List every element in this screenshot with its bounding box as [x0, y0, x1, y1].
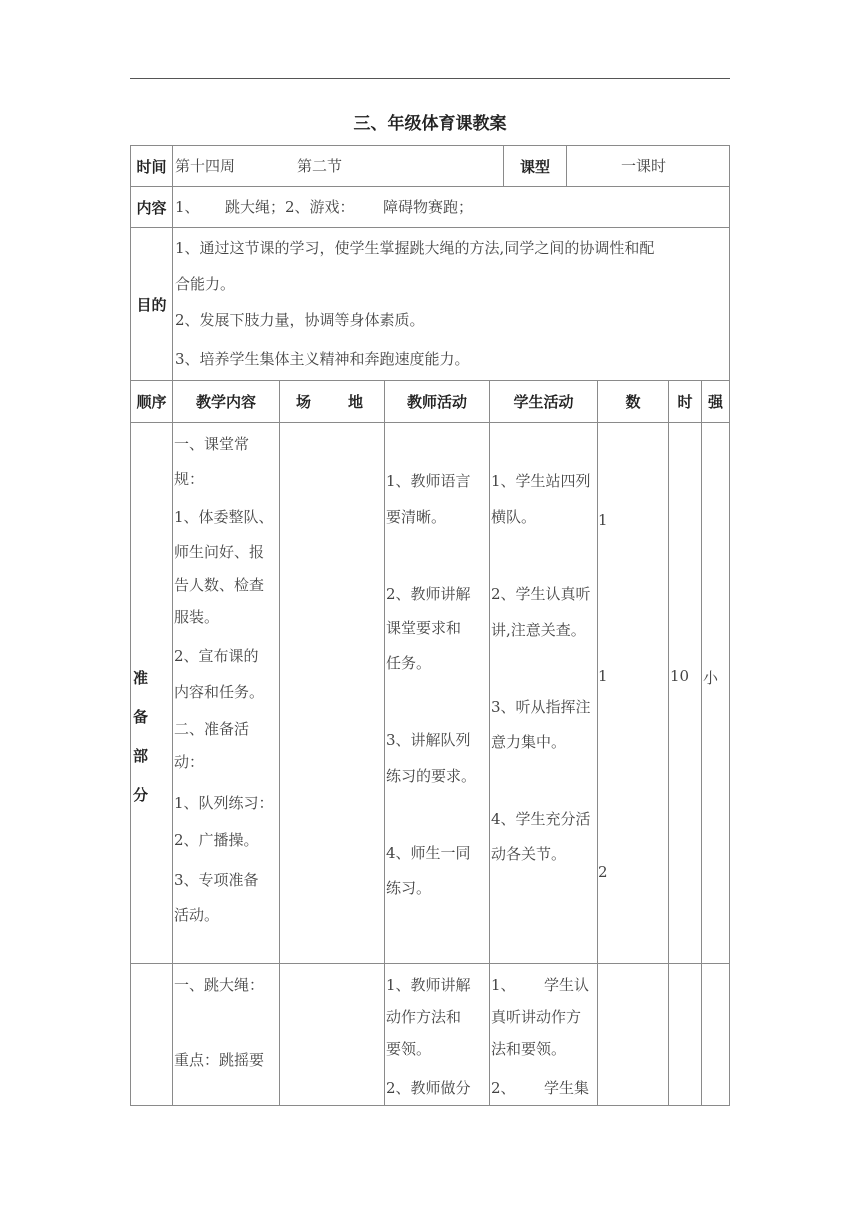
prep-content-line: 活动。: [174, 906, 220, 924]
prep-venue-cell: [279, 422, 385, 964]
prep-teacher-line: 练习。: [386, 879, 432, 897]
prep-content-line: 2、广播操。: [174, 831, 259, 849]
objective-line: 合能力。: [175, 275, 236, 293]
prep-teacher-line: 任务。: [386, 654, 432, 672]
prep-student-line: 1、学生站四列: [491, 472, 591, 490]
prep-teacher-line: 要清晰。: [386, 508, 447, 526]
prep-content-line: 动：: [174, 753, 205, 771]
prep-student-line: 意力集中。: [491, 733, 567, 751]
basic-order-cell: [130, 963, 173, 1106]
prep-order-char: 准: [133, 669, 149, 687]
header-rule: [130, 78, 730, 79]
basic-student-cell: [489, 963, 598, 1106]
header-teaching-content: 教学内容: [172, 380, 280, 423]
basic-time-cell: [668, 963, 702, 1106]
prep-student-line: 2、学生认真听: [491, 585, 591, 603]
lesson-type-value: 一课时: [621, 157, 667, 175]
prep-teacher-line: 课堂要求和: [386, 619, 462, 637]
time-week: 第十四周: [175, 157, 236, 175]
prep-content-line: 二、准备活: [174, 720, 250, 738]
prep-content-line: 内容和任务。: [174, 683, 265, 701]
basic-student-line: 1、: [491, 976, 516, 994]
prep-count-value: 1: [598, 511, 608, 529]
basic-content-line: 重点：跳摇要: [174, 1051, 265, 1069]
content-value-cell: [172, 186, 730, 228]
prep-teacher-line: 练习的要求。: [386, 767, 477, 785]
prep-student-cell: [489, 422, 598, 964]
prep-order-char: 部: [133, 747, 149, 765]
prep-content-cell: [172, 422, 280, 964]
objective-line: 1、通过这节课的学习，使学生掌握跳大绳的方法,同学之间的协调性和配: [175, 239, 655, 257]
prep-intensity-cell: [701, 422, 730, 964]
objective-label: 目的: [130, 227, 173, 381]
basic-teacher-line: 要领。: [386, 1040, 432, 1058]
objective-line: 3、培养学生集体主义精神和奔跑速度能力。: [175, 350, 470, 368]
prep-teacher-line: 2、教师讲解: [386, 585, 471, 603]
content-value-a: 1、: [175, 198, 200, 216]
prep-content-line: 师生问好、报: [174, 543, 265, 561]
basic-content-cell: [172, 963, 280, 1106]
prep-content-line: 规：: [174, 470, 205, 488]
prep-student-line: 4、学生充分活: [491, 810, 591, 828]
page-title: 三、年级体育课教案: [353, 114, 507, 134]
prep-order-char: 分: [133, 786, 149, 804]
lesson-type-cell: [566, 145, 730, 187]
prep-teacher-line: 4、师生一同: [386, 844, 471, 862]
prep-student-line: 动各关节。: [491, 845, 567, 863]
prep-content-line: 1、体委整队、: [174, 508, 274, 526]
objective-cell: [172, 227, 730, 381]
basic-content-line: 一、跳大绳：: [174, 976, 265, 994]
prep-content-line: 2、宣布课的: [174, 647, 259, 665]
basic-teacher-line: 2、教师做分: [386, 1079, 471, 1097]
basic-student-line: 学生认: [544, 976, 590, 994]
prep-content-line: 3、专项准备: [174, 871, 259, 889]
prep-order-char: 备: [133, 708, 149, 726]
basic-teacher-line: 动作方法和: [386, 1008, 462, 1026]
basic-intensity-cell: [701, 963, 730, 1106]
content-value-c: 障碍物赛跑；: [383, 198, 474, 216]
prep-intensity-value: 小: [703, 669, 719, 687]
header-venue-a: 场: [296, 393, 312, 411]
header-count: 数: [597, 380, 669, 423]
header-teacher-activity: 教师活动: [384, 380, 490, 423]
header-intensity: 强: [701, 380, 730, 423]
basic-student-line: 学生集: [544, 1079, 590, 1097]
time-label: 时间: [130, 145, 173, 187]
basic-teacher-line: 1、教师讲解: [386, 976, 471, 994]
basic-student-line: 2、: [491, 1079, 516, 1097]
content-value-b: 跳大绳；2、游戏：: [225, 198, 355, 216]
header-order: 顺序: [130, 380, 173, 423]
prep-teacher-line: 3、讲解队列: [386, 731, 471, 749]
basic-student-line: 法和要领。: [491, 1040, 567, 1058]
prep-teacher-line: 1、教师语言: [386, 472, 471, 490]
prep-teacher-cell: [384, 422, 490, 964]
header-venue: [279, 380, 385, 423]
prep-content-line: 1、队列练习：: [174, 794, 274, 812]
prep-student-line: 3、听从指挥注: [491, 698, 591, 716]
prep-content-line: 服装。: [174, 608, 220, 626]
prep-order-cell: [130, 422, 173, 964]
header-student-activity: 学生活动: [489, 380, 598, 423]
prep-count-value: 1: [598, 667, 608, 685]
basic-student-line: 真听讲动作方: [491, 1008, 582, 1026]
basic-venue-cell: [279, 963, 385, 1106]
lesson-type-label: 课型: [503, 145, 567, 187]
time-session: 第二节: [297, 157, 343, 175]
header-venue-b: 地: [348, 393, 364, 411]
objective-line: 2、发展下肢力量，协调等身体素质。: [175, 311, 425, 329]
prep-content-line: 一、课堂常: [174, 435, 250, 453]
time-value-cell: [172, 145, 504, 187]
basic-teacher-cell: [384, 963, 490, 1106]
prep-count-cell: [597, 422, 669, 964]
header-time: 时: [668, 380, 702, 423]
prep-count-value: 2: [598, 863, 608, 881]
prep-student-line: 横队。: [491, 508, 537, 526]
prep-time-cell: [668, 422, 702, 964]
prep-student-line: 讲,注意关查。: [491, 621, 586, 639]
prep-time-value: 10: [670, 667, 690, 685]
content-label: 内容: [130, 186, 173, 228]
basic-count-cell: [597, 963, 669, 1106]
prep-content-line: 告人数、检查: [174, 576, 265, 594]
